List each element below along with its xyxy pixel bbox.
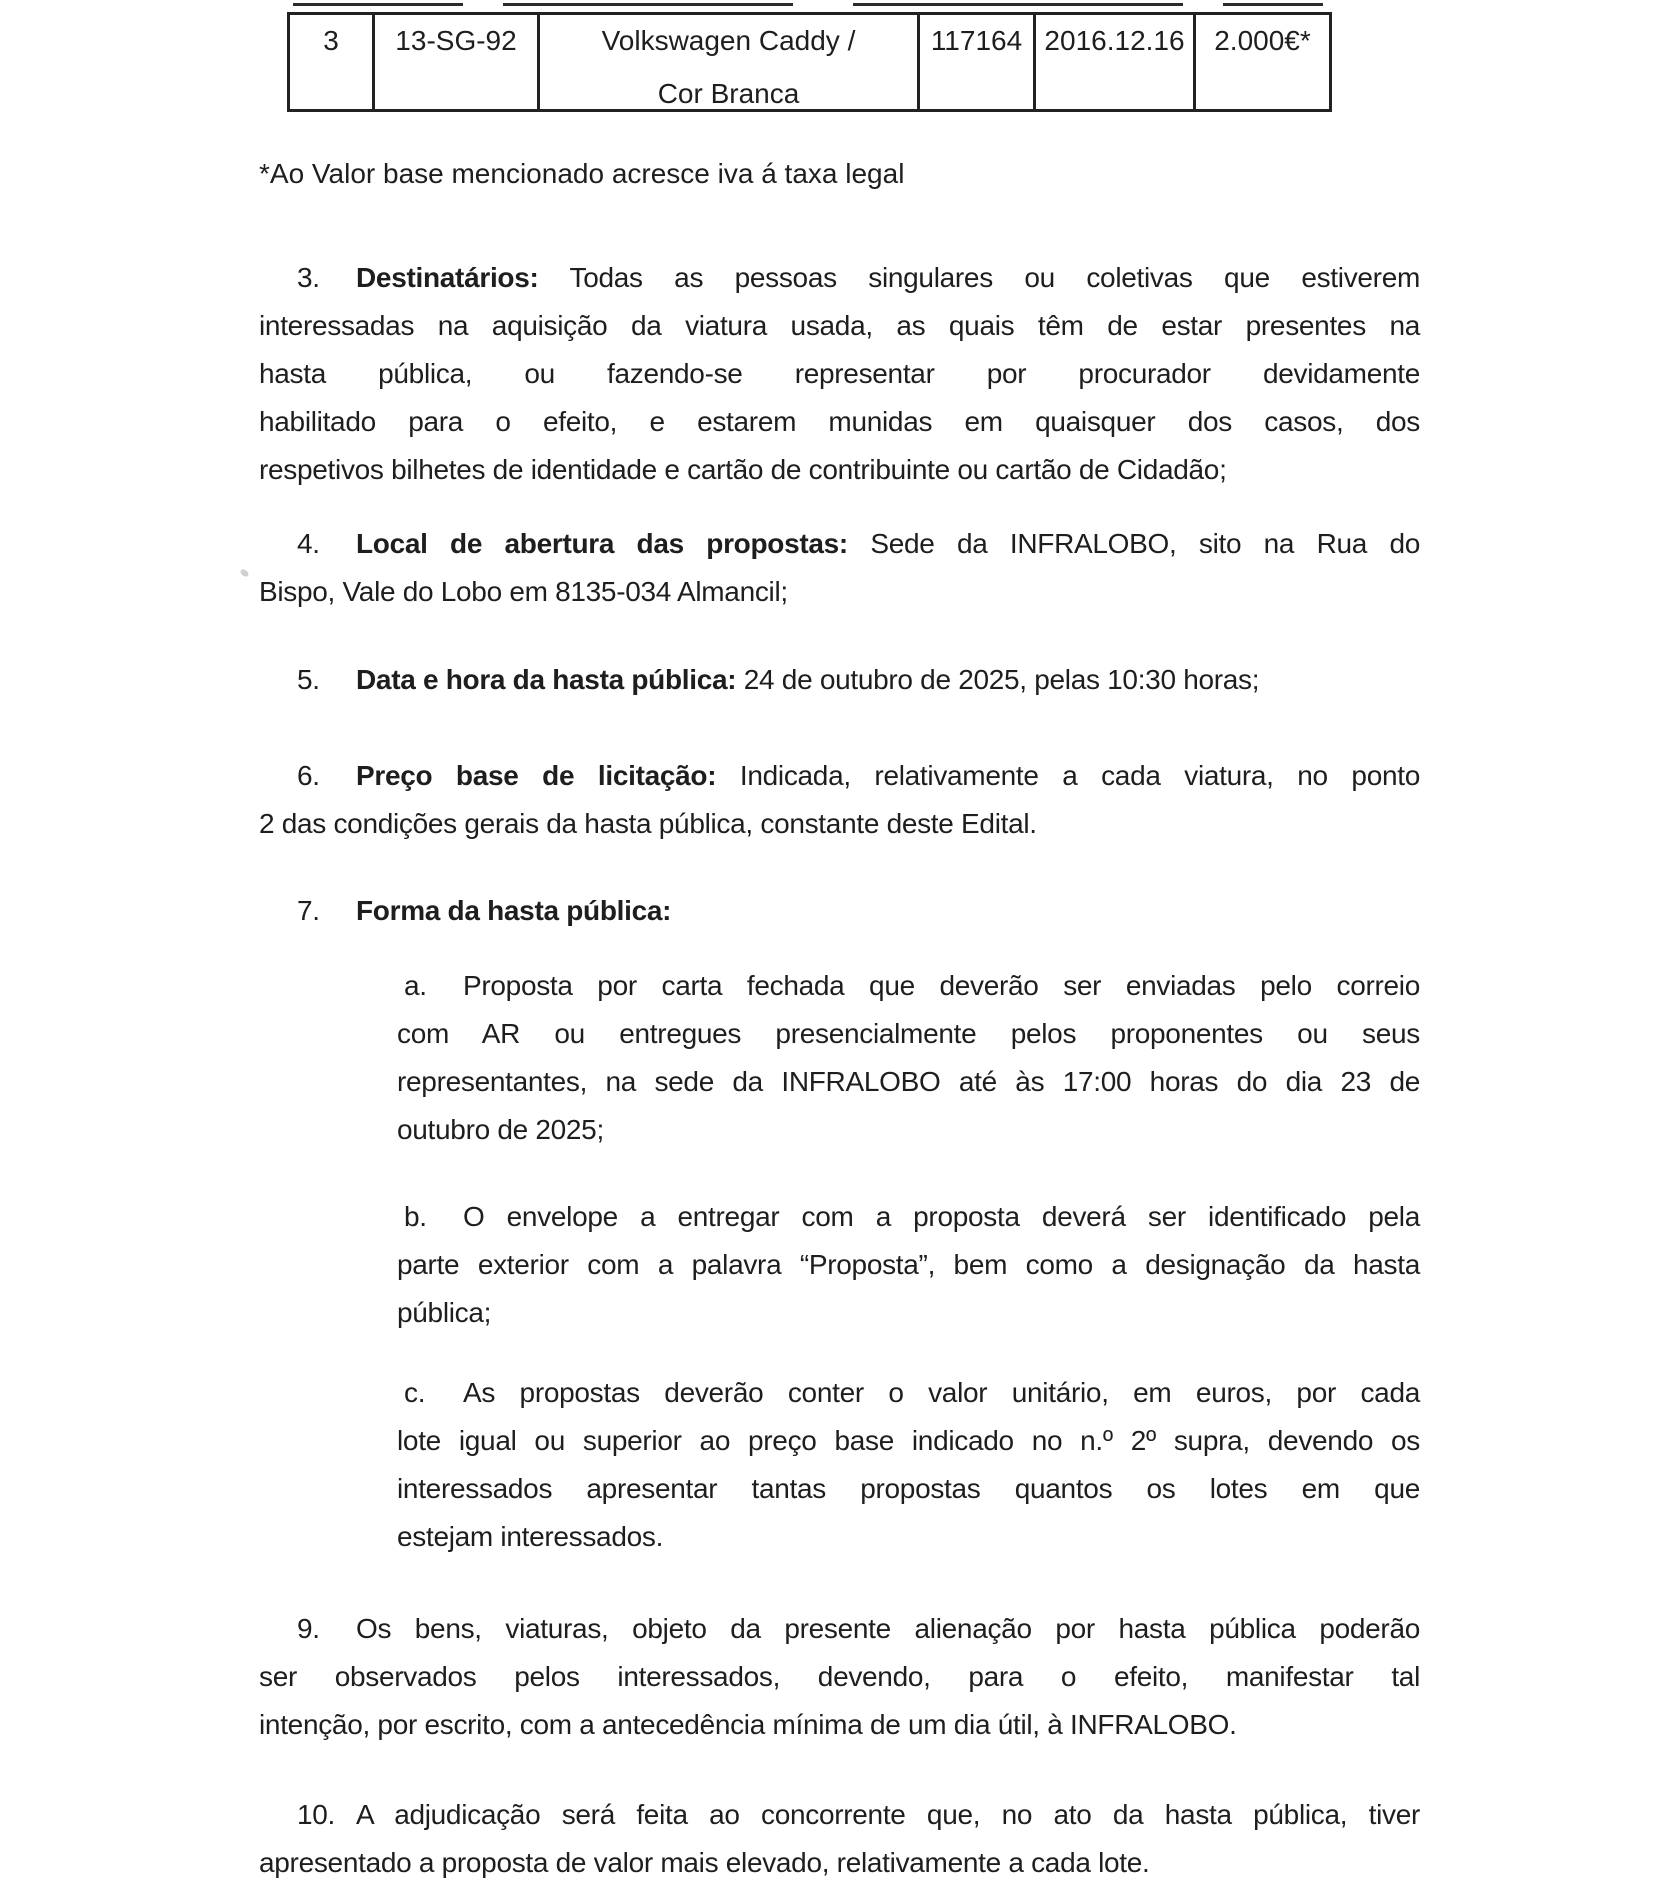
paragraph-line: parte exterior com a palavra “Proposta”, bem como a designação da hasta: [397, 1249, 1420, 1280]
scan-artifact-dash: [1223, 3, 1323, 6]
item-title: Local de abertura das propostas:: [356, 528, 848, 559]
line-text: Sede da INFRALOBO, sito na Rua do: [870, 528, 1420, 559]
item-number: 5.: [297, 664, 320, 695]
paragraph-4-local-abertura: [259, 520, 1420, 616]
item-number: 9.: [297, 1613, 320, 1644]
paragraph-line: [259, 887, 1420, 935]
line-text: Todas as pessoas singulares ou coletivas que estiverem: [569, 262, 1421, 293]
vehicle-model: Volkswagen Caddy /: [601, 25, 856, 56]
paragraph-line: ser observados pelos interessados, devendo, para o efeito, manifestar tal: [259, 1661, 1420, 1692]
table-cell-base-value: 2.000€*: [1193, 15, 1329, 109]
paragraph-9-observacao: [259, 1605, 1420, 1749]
paragraph-line: [259, 1791, 1420, 1839]
scan-speck: [239, 568, 250, 578]
paragraph-line: outubro de 2025;: [397, 1114, 604, 1145]
scan-artifact-line: [293, 3, 1323, 7]
paragraph-line: [259, 520, 1420, 568]
table-cell-date: 2016.12.16: [1033, 15, 1193, 109]
item-number: 7.: [297, 895, 320, 926]
paragraph-line: habilitado para o efeito, e estarem munidas em quaisquer dos casos, dos: [259, 406, 1420, 437]
paragraph-line: intenção, por escrito, com a antecedência mínima de um dia útil, à INFRALOBO.: [259, 1709, 1237, 1740]
paragraph-line: [259, 1605, 1420, 1653]
item-letter: b.: [404, 1201, 427, 1232]
scan-artifact-dash: [293, 3, 463, 6]
item-letter: c.: [404, 1377, 426, 1408]
paragraph-line: apresentado a proposta de valor mais elevado, relativamente a cada lote.: [259, 1847, 1150, 1878]
item-letter: a.: [404, 970, 427, 1001]
subitem-b: [397, 1193, 1420, 1337]
table-cell-mileage: 117164: [917, 15, 1033, 109]
paragraph-line: interessados apresentar tantas propostas quantos os lotes em que: [397, 1473, 1420, 1504]
line-text: Indicada, relativamente a cada viatura, no ponto: [739, 760, 1421, 791]
item-title: Forma da hasta pública:: [356, 895, 672, 926]
vat-footnote: *Ao Valor base mencionado acresce iva á taxa legal: [259, 158, 905, 189]
vehicle-table: [287, 12, 1332, 112]
paragraph-line: pública;: [397, 1297, 492, 1328]
item-number: 4.: [297, 528, 320, 559]
paragraph-3-destinatarios: [259, 254, 1420, 494]
paragraph-line: [259, 254, 1420, 302]
paragraph-line: Bispo, Vale do Lobo em 8135-034 Almancil;: [259, 576, 788, 607]
item-title: Data e hora da hasta pública:: [356, 664, 737, 695]
paragraph-line: [397, 962, 1420, 1010]
paragraph-line: representantes, na sede da INFRALOBO até às 17:00 horas do dia 23 de: [397, 1066, 1420, 1097]
paragraph-6-preco-base: [259, 752, 1420, 848]
paragraph-line: [259, 656, 1420, 704]
line-text: As propostas deverão conter o valor unitário, em euros, por cada: [463, 1377, 1420, 1408]
paragraph-10-adjudicacao: [259, 1791, 1420, 1887]
paragraph-line: com AR ou entregues presencialmente pelos proponentes ou seus: [397, 1018, 1420, 1049]
vehicle-table-row: [287, 12, 1332, 112]
item-number: 6.: [297, 760, 320, 791]
table-cell-lot: 3: [323, 25, 339, 56]
paragraph-line: lote igual ou superior ao preço base indicado no n.º 2º supra, devendo os: [397, 1425, 1420, 1456]
table-cell-description: [537, 15, 917, 109]
item-title: Destinatários:: [356, 262, 539, 293]
paragraph-7-forma: [259, 887, 1420, 935]
paragraph-line: hasta pública, ou fazendo-se representar por procurador devidamente: [259, 358, 1420, 389]
scan-artifact-dash: [853, 3, 1183, 6]
line-text: Os bens, viaturas, objeto da presente alienação por hasta pública poderão: [356, 1613, 1420, 1644]
scan-artifact-dash: [503, 3, 793, 6]
item-number: 3.: [297, 262, 320, 293]
paragraph-line: estejam interessados.: [397, 1521, 664, 1552]
paragraph-line: 2 das condições gerais da hasta pública, constante deste Edital.: [259, 808, 1037, 839]
paragraph-5-data-hora: [259, 656, 1420, 704]
vehicle-color: Cor Branca: [657, 78, 800, 109]
table-cell-plate: 13-SG-92: [372, 15, 537, 109]
paragraph-line: [259, 752, 1420, 800]
line-text: 24 de outubro de 2025, pelas 10:30 horas;: [743, 664, 1260, 695]
subitem-a: [397, 962, 1420, 1154]
item-title: Preço base de licitação:: [356, 760, 717, 791]
line-text: A adjudicação será feita ao concorrente que, no ato da hasta pública, tiver: [356, 1799, 1420, 1830]
paragraph-line: respetivos bilhetes de identidade e cartão de contribuinte ou cartão de Cidadão;: [259, 454, 1227, 485]
line-text: Proposta por carta fechada que deverão ser enviadas pelo correio: [463, 970, 1420, 1001]
paragraph-line: interessadas na aquisição da viatura usada, as quais têm de estar presentes na: [259, 310, 1420, 341]
subitem-c: [397, 1369, 1420, 1561]
line-text: O envelope a entregar com a proposta deverá ser identificado pela: [463, 1201, 1420, 1232]
item-number: 10.: [297, 1799, 336, 1830]
paragraph-line: [397, 1369, 1420, 1417]
paragraph-line: [397, 1193, 1420, 1241]
